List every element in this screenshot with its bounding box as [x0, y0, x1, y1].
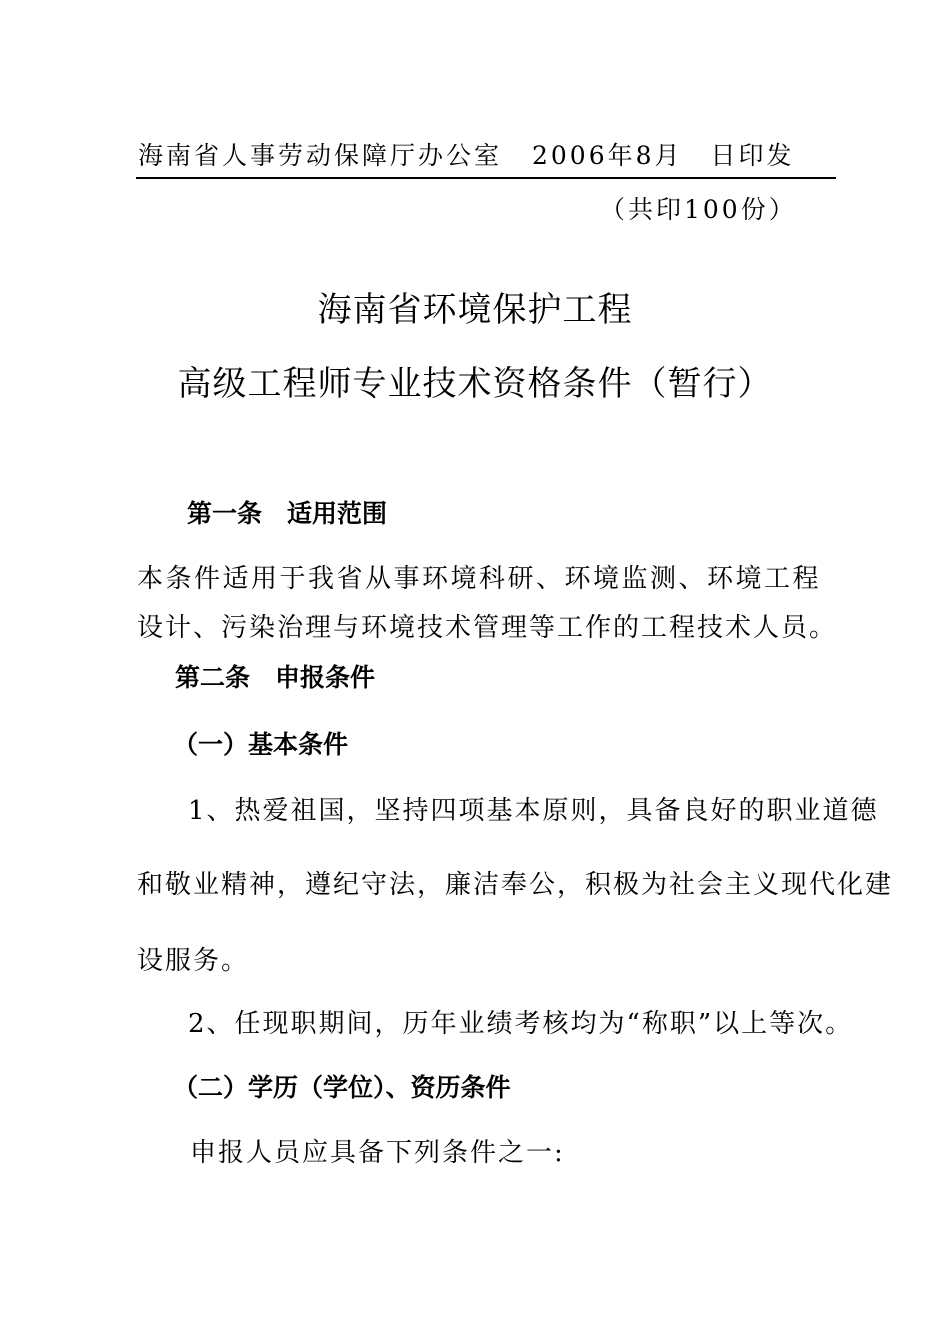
article-1-paragraph-line-1: 本条件适用于我省从事环境科研、环境监测、环境工程 [137, 564, 822, 594]
document-title-line-2: 高级工程师专业技术资格条件（暂行） [177, 364, 773, 404]
footer-date: 2006年8月 日印发 [532, 141, 795, 170]
article-1-heading: 第一条 适用范围 [187, 499, 388, 528]
item-2: 2、任现职期间，历年业绩考核均为“称职”以上等次。 [188, 1009, 854, 1039]
item-1-line-2: 和敬业精神，遵纪守法，廉洁奉公，积极为社会主义现代化建 [137, 870, 894, 900]
item-1-line-1: 1、热爱祖国，坚持四项基本原则，具备良好的职业道德 [188, 796, 879, 826]
document-title-line-1: 海南省环境保护工程 [317, 290, 633, 330]
footer-rule [136, 177, 836, 179]
article-1-paragraph-line-2: 设计、污染治理与环境技术管理等工作的工程技术人员。 [137, 613, 838, 643]
footer-copies: （共印100份） [600, 195, 797, 224]
article-2-heading: 第二条 申报条件 [175, 663, 376, 692]
section-2-intro: 申报人员应具备下列条件之一: [190, 1138, 565, 1168]
footer-issuer: 海南省人事劳动保障厅办公室 [138, 141, 503, 170]
section-2-heading: （二）学历（学位）、资历条件 [173, 1073, 511, 1102]
section-1-heading: （一）基本条件 [173, 730, 349, 759]
item-1-line-3: 设服务。 [137, 946, 250, 976]
